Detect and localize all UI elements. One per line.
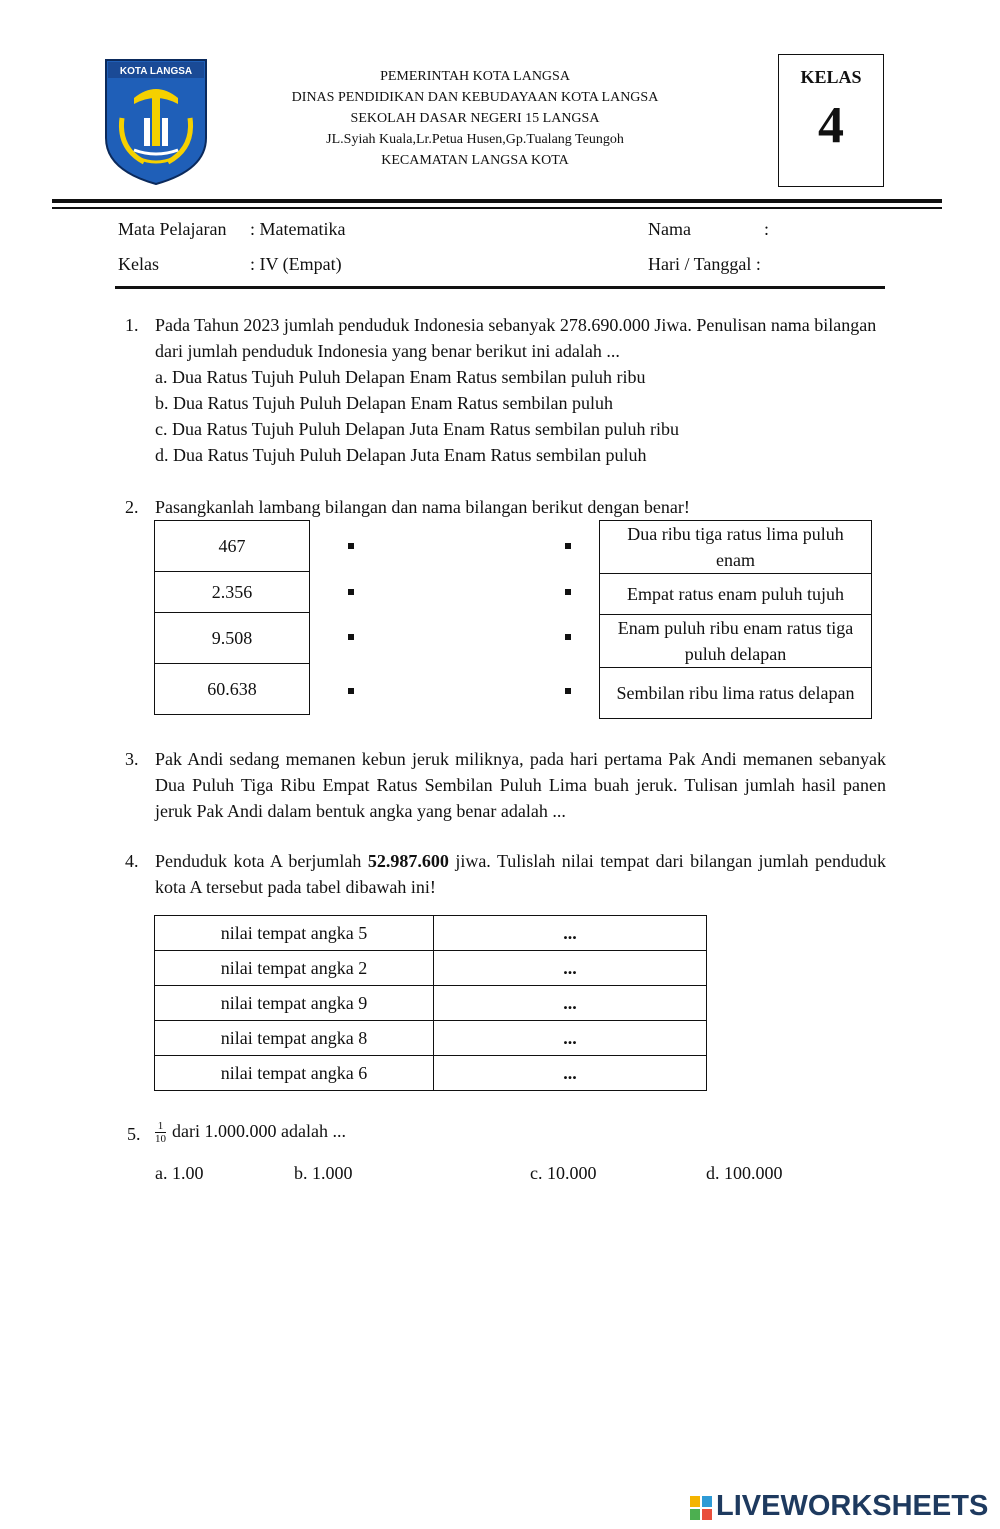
q1-option-d: d. Dua Ratus Tujuh Puluh Delapan Juta Enam Ratus sembilan puluh bbox=[155, 445, 647, 465]
header-rule-thick bbox=[52, 199, 942, 203]
question-3-number: 3. bbox=[125, 749, 139, 769]
q2-left-dot-2[interactable] bbox=[348, 589, 354, 595]
logo-text: KOTA LANGSA bbox=[119, 66, 193, 77]
q4-row-label: nilai tempat angka 9 bbox=[155, 986, 434, 1021]
q2-left-cell: 2.356 bbox=[155, 572, 310, 613]
q5-option-c[interactable]: c. 10.000 bbox=[530, 1163, 597, 1183]
letterhead-line-2: DINAS PENDIDIKAN DAN KEBUDAYAAN KOTA LANGSA bbox=[291, 90, 659, 105]
q4-place-value-table bbox=[154, 915, 707, 1091]
q1-option-b: b. Dua Ratus Tujuh Puluh Delapan Enam Ratus sembilan puluh bbox=[155, 393, 613, 413]
q5-fraction-numerator: 1 bbox=[155, 1120, 166, 1133]
letterhead bbox=[230, 66, 720, 171]
q4-answer-cell[interactable]: ... bbox=[434, 916, 707, 951]
school-logo bbox=[104, 58, 208, 186]
q2-right-cell: Sembilan ribu lima ratus delapan bbox=[600, 668, 872, 719]
table-row bbox=[155, 951, 707, 986]
q5-option-d[interactable]: d. 100.000 bbox=[706, 1163, 783, 1183]
name-label: Nama bbox=[648, 219, 691, 239]
letterhead-line-5: KECAMATAN LANGSA KOTA bbox=[381, 153, 569, 168]
question-4-number: 4. bbox=[125, 851, 139, 871]
q5-option-b[interactable]: b. 1.000 bbox=[294, 1163, 353, 1183]
letterhead-line-1: PEMERINTAH KOTA LANGSA bbox=[380, 69, 570, 84]
table-row bbox=[155, 986, 707, 1021]
q2-left-table bbox=[154, 520, 310, 715]
subject-value: : Matematika bbox=[250, 219, 346, 239]
q2-right-cell: Dua ribu tiga ratus lima puluh enam bbox=[600, 521, 872, 574]
class-value: : IV (Empat) bbox=[250, 254, 342, 274]
q4-answer-cell[interactable]: ... bbox=[434, 1021, 707, 1056]
q5-text: dari 1.000.000 adalah ... bbox=[172, 1121, 346, 1141]
kelas-label: KELAS bbox=[800, 67, 862, 87]
question-1-text: Pada Tahun 2023 jumlah penduduk Indonesia sebanyak 278.690.000 Jiwa. Penulisan nama bilangan dari jumlah penduduk Indonesia yang benar berikut ini adalah ... bbox=[155, 315, 877, 361]
liveworksheets-logo-icon bbox=[690, 1496, 712, 1520]
q4-text-after: jiwa. Tulislah nilai tempat dari bilangan jumlah penduduk kota A tersebut pada tabel dibawah ini! bbox=[155, 851, 887, 897]
date-label: Hari / Tanggal : bbox=[648, 254, 761, 274]
letterhead-line-4: JL.Syiah Kuala,Lr.Petua Husen,Gp.Tualang Teungoh bbox=[326, 132, 624, 147]
q2-right-table bbox=[599, 520, 872, 719]
q1-option-a: a. Dua Ratus Tujuh Puluh Delapan Enam Ratus sembilan puluh ribu bbox=[155, 367, 646, 387]
kelas-number: 4 bbox=[818, 97, 844, 154]
question-5-text bbox=[155, 1118, 886, 1145]
q5-option-a[interactable]: a. 1.00 bbox=[155, 1163, 204, 1183]
question-4-text bbox=[155, 848, 886, 900]
q4-answer-cell[interactable]: ... bbox=[434, 986, 707, 1021]
q2-left-dot-1[interactable] bbox=[348, 543, 354, 549]
q4-text-before: Penduduk kota A berjumlah bbox=[155, 851, 362, 871]
q4-bold-number: 52.987.600 bbox=[367, 851, 449, 871]
q4-answer-cell[interactable]: ... bbox=[434, 951, 707, 986]
q1-option-c: c. Dua Ratus Tujuh Puluh Delapan Juta Enam Ratus sembilan puluh ribu bbox=[155, 419, 679, 439]
info-rule bbox=[115, 286, 885, 289]
q2-right-dot-3[interactable] bbox=[565, 634, 571, 640]
question-5-number: 5. bbox=[127, 1124, 141, 1144]
q4-row-label: nilai tempat angka 8 bbox=[155, 1021, 434, 1056]
question-1-number: 1. bbox=[125, 315, 139, 335]
letterhead-line-3: SEKOLAH DASAR NEGERI 15 LANGSA bbox=[350, 111, 600, 126]
question-2-text: Pasangkanlah lambang bilangan dan nama bilangan berikut dengan benar! bbox=[155, 497, 690, 517]
table-row bbox=[155, 916, 707, 951]
name-colon: : bbox=[764, 219, 770, 239]
table-row bbox=[155, 1056, 707, 1091]
q2-left-cell: 60.638 bbox=[155, 664, 310, 715]
q2-right-cell: Enam puluh ribu enam ratus tiga puluh delapan bbox=[600, 615, 872, 668]
liveworksheets-text: LIVEWORKSHEETS bbox=[716, 1490, 989, 1522]
question-2-number: 2. bbox=[125, 497, 139, 517]
q2-left-dot-3[interactable] bbox=[348, 634, 354, 640]
q2-left-dot-4[interactable] bbox=[348, 688, 354, 694]
q2-left-cell: 9.508 bbox=[155, 613, 310, 664]
q5-fraction-denominator: 10 bbox=[155, 1133, 166, 1146]
question-3-text: Pak Andi sedang memanen kebun jeruk miliknya, pada hari pertama Pak Andi memanen sebanyak Dua Puluh Tiga Ribu Empat Ratus Sembilan Puluh Lima buah jeruk. Tulisan jumlah hasil panen jeruk Pak Andi dalam bentuk angka yang benar adalah ... bbox=[155, 749, 886, 821]
header-rule-thin bbox=[52, 207, 942, 209]
subject-label: Mata Pelajaran bbox=[118, 219, 227, 239]
q2-right-dot-2[interactable] bbox=[565, 589, 571, 595]
table-row bbox=[155, 1021, 707, 1056]
q2-right-dot-1[interactable] bbox=[565, 543, 571, 549]
q2-right-cell: Empat ratus enam puluh tujuh bbox=[600, 574, 872, 615]
class-label: Kelas bbox=[118, 254, 159, 274]
q4-row-label: nilai tempat angka 5 bbox=[155, 916, 434, 951]
q4-answer-cell[interactable]: ... bbox=[434, 1056, 707, 1091]
q4-row-label: nilai tempat angka 2 bbox=[155, 951, 434, 986]
q5-fraction bbox=[155, 1120, 166, 1145]
q2-left-cell: 467 bbox=[155, 521, 310, 572]
q2-right-dot-4[interactable] bbox=[565, 688, 571, 694]
q4-row-label: nilai tempat angka 6 bbox=[155, 1056, 434, 1091]
kelas-box bbox=[778, 54, 884, 187]
